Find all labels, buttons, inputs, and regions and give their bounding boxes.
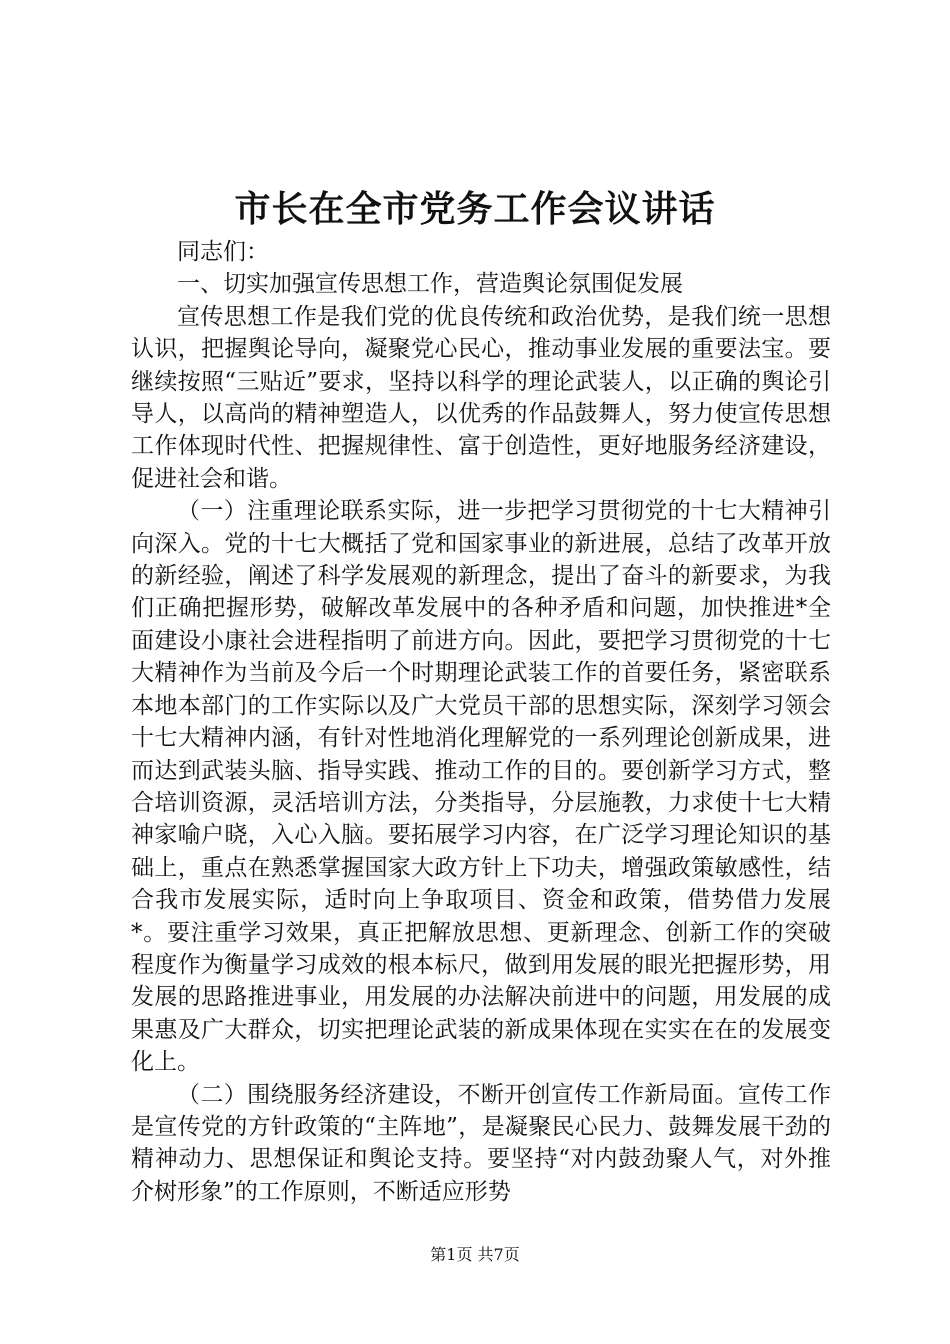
paragraph-1: 宣传思想工作是我们党的优良传统和政治优势，是我们统一思想认识，把握舆论导向，凝聚党心民心，推动事业发展的重要法宝。要继续按照“三贴近”要求，坚持以科学的理论武装人，以正确的舆论引导人，以高尚的精神塑造人，以优秀的作品鼓舞人，努力使宣传思想工作体现时代性、把握规律性、富于创造性，更好地服务经济建设，促进社会和谐。 bbox=[131, 303, 831, 492]
page-footer: 第1页 共7页 bbox=[430, 1245, 520, 1264]
greeting: 同志们： bbox=[177, 239, 269, 265]
paragraph-3: （二）围绕服务经济建设，不断开创宣传工作新局面。宣传工作是宣传党的方针政策的“主阵地”，是凝聚民心民力、鼓舞发展干劲的精神动力、思想保证和舆论支持。要坚持“对内鼓劲聚人气，对外推介树形象”的工作原则，不断适应形势 bbox=[131, 1081, 831, 1205]
document-body bbox=[131, 236, 831, 1208]
paragraph-2: （一）注重理论联系实际，进一步把学习贯彻党的十七大精神引向深入。党的十七大概括了党和国家事业的新进展，总结了改革开放的新经验，阐述了科学发展观的新理念，提出了奋斗的新要求，为我们正确把握形势，破解改革发展中的各种矛盾和问题，加快推进*全面建设小康社会进程指明了前进方向。因此，要把学习贯彻党的十七大精神作为当前及今后一个时期理论武装工作的首要任务，紧密联系本地本部门的工作实际以及广大党员干部的思想实际，深刻学习领会十七大精神内涵，有针对性地消化理解党的一系列理论创新成果，进而达到武装头脑、指导实践、推动工作的目的。要创新学习方式，整合培训资源，灵活培训方法，分类指导，分层施教，力求使十七大精神家喻户晓，入心入脑。要拓展学习内容，在广泛学习理论知识的基础上，重点在熟悉掌握国家大政方针上下功夫，增强政策敏感性，结合我市发展实际，适时向上争取项目、资金和政策，借势借力发展*。要注重学习效果，真正把解放思想、更新理念、创新工作的突破程度作为衡量学习成效的根本标尺，做到用发展的眼光把握形势，用发展的思路推进事业，用发展的办法解决前进中的问题，用发展的成果惠及广大群众，切实把理论武装的新成果体现在实实在在的发展变化上。 bbox=[131, 498, 831, 1076]
document-title: 市长在全市党务工作会议讲话 bbox=[234, 188, 716, 230]
section-heading-1: 一、切实加强宣传思想工作，营造舆论氛围促发展 bbox=[177, 271, 683, 298]
